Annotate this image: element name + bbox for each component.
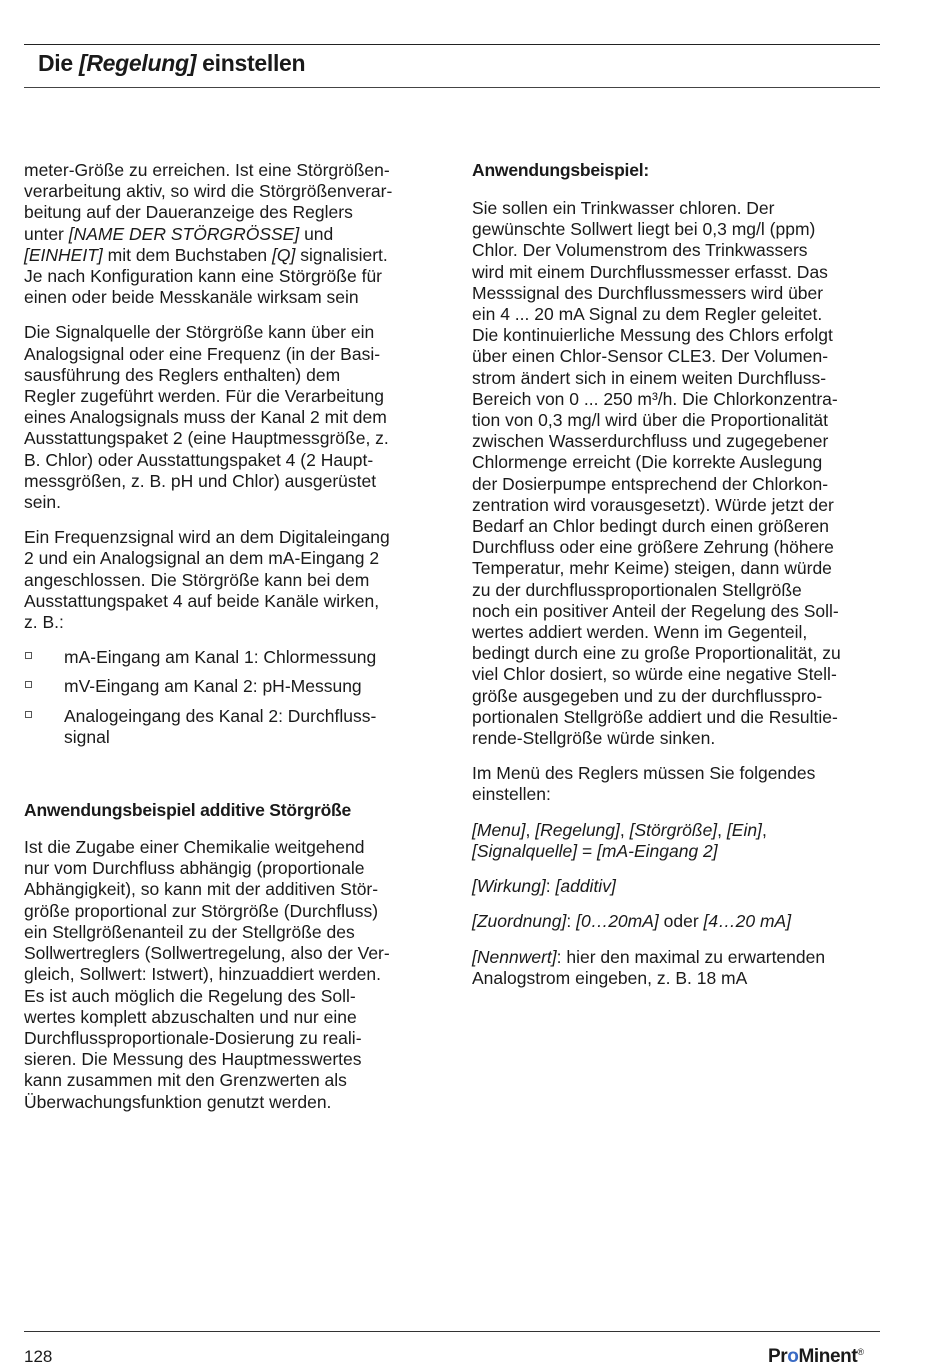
text-line: messgrößen, z. B. pH und Chlor) ausgerüstet [24, 470, 377, 491]
menu-item-name: [Ein] [726, 819, 762, 840]
text-line: angeschlossen. Die Störgröße kann bei dem [24, 569, 370, 590]
text-line: Analogstrom eingeben, z. B. 18 mA [472, 967, 748, 988]
text-line: viel Chlor dosiert, so würde eine negative Stell- [472, 664, 837, 685]
text-line: Die kontinuierliche Messung des Chlors erfolgt [472, 325, 833, 346]
parameter-name: [Q] [272, 244, 296, 265]
square-bullet-icon [25, 681, 32, 688]
text-fragment: und [299, 223, 334, 244]
text-line: eines Analogsignals muss der Kanal 2 mit dem [24, 407, 387, 428]
text-line: B. Chlor) oder Ausstattungspaket 4 (2 Haupt- [24, 449, 374, 470]
text-line: Temperatur, mehr Keime) steigen, dann würde [472, 558, 832, 579]
parameter-name: [NAME DER STÖRGRÖSSE] [68, 223, 300, 244]
separator: = [577, 840, 598, 861]
text-line: sausführung des Reglers enthalten) dem [24, 364, 341, 385]
text-line: Analogeingang des Kanal 2: Durchfluss- [64, 705, 377, 726]
menu-item-name: [Menu] [472, 819, 526, 840]
text-line: wertes komplett abzuschalten und nur eine [24, 1006, 357, 1027]
text-line [24, 245, 439, 266]
text-line: signal [64, 726, 110, 747]
bullet-list [24, 647, 439, 748]
text-line: Ein Frequenzsignal wird an dem Digitaleingang [24, 527, 390, 548]
paragraph [24, 160, 439, 308]
text-line: gleich, Sollwert: Istwert), hinzuaddiert werden. [24, 964, 381, 985]
title-keyword: [Regelung] [78, 50, 197, 76]
text-line: zwischen Wasserdurchfluss und zugegebener [472, 431, 829, 452]
separator: , [761, 819, 767, 840]
text-line: Sie sollen ein Trinkwasser chloren. Der [472, 198, 775, 218]
text-line: Messsignal des Durchflussmessers wird über [472, 282, 824, 303]
text-line: wird mit einem Durchflussmesser erfasst. Das [472, 261, 828, 282]
separator: , [619, 819, 630, 840]
logo-text: Minent [798, 1346, 858, 1367]
text-line [472, 841, 887, 862]
left-column [24, 160, 439, 1127]
title-prefix: Die [38, 50, 79, 76]
paragraph [24, 837, 439, 1113]
text-line: größe proportional zur Störgröße (Durchfluss) [24, 900, 379, 921]
text-fragment: unter [24, 223, 69, 244]
setting-key: [Wirkung] [472, 876, 546, 897]
logo-text: Pr [768, 1346, 788, 1367]
setting-nennwert [472, 947, 887, 989]
setting-value: [0…20mA] [576, 911, 659, 932]
text-line: beitung auf der Daueranzeige des Reglers [24, 202, 353, 223]
menu-path [472, 820, 887, 862]
paragraph [472, 198, 887, 749]
text-line: Ausstattungspaket 4 auf beide Kanäle wirken, [24, 590, 380, 611]
text-line: ein Stellgrößenanteil zu der Stellgröße des [24, 921, 355, 942]
text-line: sein. [24, 492, 61, 513]
text-line: einen oder beide Messkanäle wirksam sein [24, 287, 359, 308]
text-line: mA-Eingang am Kanal 1: Chlormessung [64, 647, 377, 668]
text-line: Bedarf an Chlor bedingt durch einen größeren [472, 516, 830, 537]
text-line: gewünschte Sollwert liegt bei 0,3 mg/l (ppm) [472, 219, 816, 240]
menu-item-name: [mA-Eingang 2] [597, 840, 718, 861]
logo-text-accent: o [787, 1346, 799, 1367]
list-item [24, 706, 439, 748]
prominent-logo [768, 1346, 864, 1368]
setting-value: [4…20 mA] [703, 911, 792, 932]
text-line: Durchfluss oder eine größere Zehrung (höhere [472, 537, 834, 558]
text-line: portionalen Stellgröße addiert und die Resultie- [472, 706, 838, 727]
text-line: Die Signalquelle der Störgröße kann über ein [24, 322, 375, 343]
text-line: strom ändert sich in einem weiten Durchfluss- [472, 367, 827, 388]
text-line: zu der durchflussproportionalen Stellgröße [472, 579, 802, 600]
text-line: mV-Eingang am Kanal 2: pH-Messung [64, 676, 362, 697]
text-line: einstellen: [472, 784, 551, 805]
text-fragment: oder [658, 911, 704, 932]
text-line: tion von 0,3 mg/l wird über die Proportionalität [472, 410, 829, 431]
text-line [24, 224, 439, 245]
text-line: Chlormenge erreicht (Die korrekte Auslegung [472, 452, 823, 473]
menu-item-name: [Regelung] [535, 819, 620, 840]
text-line: wertes addiert werden. Wenn im Gegenteil, [472, 622, 808, 643]
separator: , [717, 819, 727, 840]
text-fragment: signalisiert. [295, 244, 388, 265]
text-line: nur vom Durchfluss abhängig (proportionale [24, 858, 365, 879]
separator: : [545, 876, 556, 897]
list-item [24, 676, 439, 697]
text-fragment: mit dem Buchstaben [102, 244, 273, 265]
parameter-name: [EINHEIT] [24, 244, 103, 265]
text-line: Chlor. Der Volumenstrom des Trinkwassers [472, 240, 808, 261]
square-bullet-icon [25, 711, 32, 718]
text-line: über einen Chlor-Sensor CLE3. Der Volumen- [472, 346, 829, 367]
text-line: Überwachungsfunktion genutzt werden. [24, 1091, 332, 1112]
menu-item-name: [Signalquelle] [472, 840, 578, 861]
text-line: Bereich von 0 ... 250 m³/h. Die Chlorkonzentra- [472, 388, 838, 409]
setting-zuordnung [472, 911, 887, 932]
text-line [472, 947, 887, 968]
setting-value: [additiv] [555, 876, 616, 897]
page-title [38, 50, 305, 77]
header-bottom-rule [24, 87, 880, 88]
text-line: Ist die Zugabe einer Chemikalie weitgehend [24, 837, 365, 858]
text-line: Im Menü des Reglers müssen Sie folgendes [472, 763, 816, 784]
text-line [472, 820, 887, 841]
section-heading: Anwendungsbeispiel additive Störgröße [24, 800, 352, 821]
text-line: Je nach Konfiguration kann eine Störgröße für [24, 266, 382, 287]
right-column [472, 160, 887, 1003]
text-line: kann zusammen mit den Grenzwerten als [24, 1070, 347, 1091]
setting-wirkung [472, 876, 887, 897]
text-line: größe ausgegeben und zu der durchflusspro- [472, 685, 823, 706]
header-top-rule [24, 44, 880, 45]
setting-key: [Nennwert] [472, 946, 557, 967]
text-line: Ausstattungspaket 2 (eine Hauptmessgröße, z. [24, 428, 389, 449]
text-line: sieren. Die Messung des Hauptmesswertes [24, 1049, 362, 1070]
text-line: verarbeitung aktiv, so wird die Störgrößenverar- [24, 181, 393, 202]
text-line: ein 4 ... 20 mA Signal zu dem Regler geleitet. [472, 304, 823, 325]
text-line: Es ist auch möglich die Regelung des Soll- [24, 985, 356, 1006]
paragraph [472, 763, 887, 805]
text-line: z. B.: [24, 612, 64, 633]
text-line: zentration wird vorausgesetzt). Würde jetzt der [472, 494, 834, 515]
title-suffix: einstellen [196, 50, 306, 76]
separator: : [566, 911, 577, 932]
text-line: bedingt durch eine zu große Proportionalität, zu [472, 643, 841, 664]
section-heading: Anwendungsbeispiel: [472, 160, 650, 180]
page-number: 128 [24, 1347, 53, 1366]
text-line: meter-Größe zu erreichen. Ist eine Störgrößen- [24, 160, 390, 180]
paragraph [24, 527, 439, 633]
text-line: Analogsignal oder eine Frequenz (in der Basi- [24, 343, 381, 364]
text-line: Durchflussproportionale-Dosierung zu reali- [24, 1027, 362, 1048]
text-fragment: : hier den maximal zu erwartenden [556, 946, 826, 967]
text-line: der Dosierpumpe entsprechend der Chlorkon- [472, 473, 829, 494]
footer-rule [24, 1331, 880, 1332]
text-line: noch ein positiver Anteil der Regelung des Soll- [472, 600, 839, 621]
text-line: Sollwertreglers (Sollwertregelung, also der Ver- [24, 943, 390, 964]
square-bullet-icon [25, 652, 32, 659]
text-line: Regler zugeführt werden. Für die Verarbeitung [24, 386, 384, 407]
text-line: 2 und ein Analogsignal an dem mA-Eingang 2 [24, 548, 380, 569]
registered-mark: ® [857, 1347, 864, 1357]
menu-item-name: [Störgröße] [629, 819, 718, 840]
separator: , [525, 819, 536, 840]
setting-key: [Zuordnung] [472, 911, 567, 932]
paragraph [24, 322, 439, 513]
text-line: rende-Stellgröße würde sinken. [472, 728, 716, 749]
text-line: Abhängigkeit), so kann mit der additiven Stör- [24, 879, 379, 900]
list-item [24, 647, 439, 668]
